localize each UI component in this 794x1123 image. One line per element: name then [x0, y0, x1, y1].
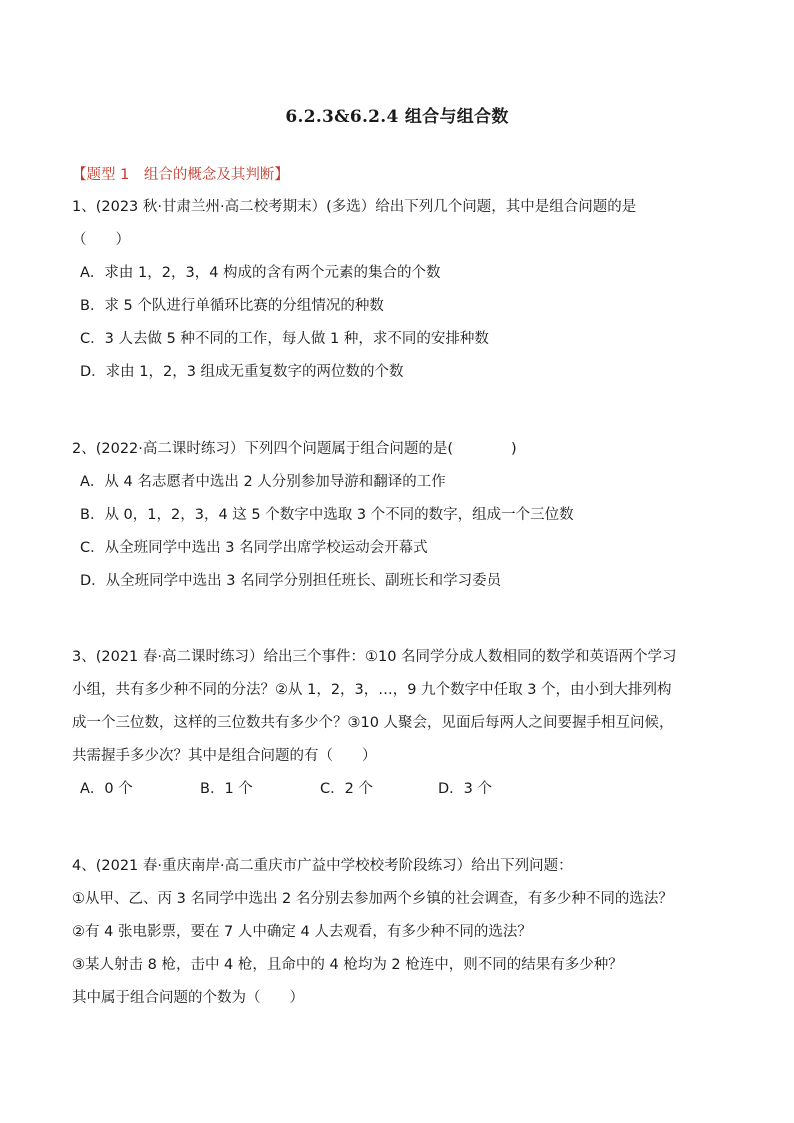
- q3-line-4: 共需握手多少次？其中是组合问题的有（ ）: [72, 748, 377, 764]
- section-heading: 【题型 1 组合的概念及其判断】: [72, 167, 289, 183]
- q3-line-1: 3、(2021 春·高二课时练习）给出三个事件：①10 名同学分成人数相同的数学和英语两个学习: [72, 649, 677, 665]
- q3-options: [80, 779, 492, 799]
- q4-line-1: 4、(2021 春·重庆南岸·高二重庆市广益中学校校考阶段练习）给出下列问题：: [72, 858, 573, 874]
- q3-option-b: B．1 个: [200, 781, 253, 797]
- page-title: 6.2.3&6.2.4 组合与组合数: [285, 107, 509, 127]
- q2-stem: 2、(2022·高二课时练习）下列四个问题属于组合问题的是( ): [72, 441, 517, 457]
- q1-option-c: C．3 人去做 5 种不同的工作，每人做 1 种，求不同的安排种数: [80, 331, 489, 347]
- q1-option-a: A．求由 1，2，3，4 构成的含有两个元素的集合的个数: [80, 265, 441, 281]
- q1-answer-blank: （ ）: [72, 232, 130, 248]
- q4-question: 其中属于组合问题的个数为（ ）: [72, 990, 304, 1006]
- q3-option-d: D．3 个: [438, 781, 492, 797]
- q1-stem: 1、(2023 秋·甘肃兰州·高二校考期末）(多选）给出下列几个问题，其中是组合问题的是: [72, 199, 637, 215]
- q3-line-2: 小组，共有多少种不同的分法？②从 1，2，3，…，9 九个数字中任取 3 个，由小到大排列构: [72, 682, 672, 698]
- q2-option-a: A．从 4 名志愿者中选出 2 人分别参加导游和翻译的工作: [80, 474, 446, 490]
- q1-option-d: D．求由 1，2，3 组成无重复数字的两位数的个数: [80, 364, 404, 380]
- q4-item-2: ②有 4 张电影票，要在 7 人中确定 4 人去观看，有多少种不同的选法？: [72, 924, 532, 940]
- q4-item-3: ③某人射击 8 枪，击中 4 枪，且命中的 4 枪均为 2 枪连中，则不同的结果有多少种？: [72, 957, 623, 973]
- q3-line-3: 成一个三位数，这样的三位数共有多少个？③10 人聚会，见面后每两人之间要握手相互问候，: [72, 715, 674, 731]
- q4-item-1: ①从甲、乙、丙 3 名同学中选出 2 名分别去参加两个乡镇的社会调查，有多少种不同的选法？: [72, 891, 673, 907]
- q2-option-c: C．从全班同学中选出 3 名同学出席学校运动会开幕式: [80, 540, 428, 556]
- q1-option-b: B．求 5 个队进行单循环比赛的分组情况的种数: [80, 298, 384, 314]
- q3-option-a: A．0 个: [80, 781, 133, 797]
- q2-option-d: D．从全班同学中选出 3 名同学分别担任班长、副班长和学习委员: [80, 573, 502, 589]
- q2-option-b: B．从 0，1，2，3，4 这 5 个数字中选取 3 个不同的数字，组成一个三位数: [80, 507, 574, 523]
- q3-option-c: C．2 个: [320, 781, 373, 797]
